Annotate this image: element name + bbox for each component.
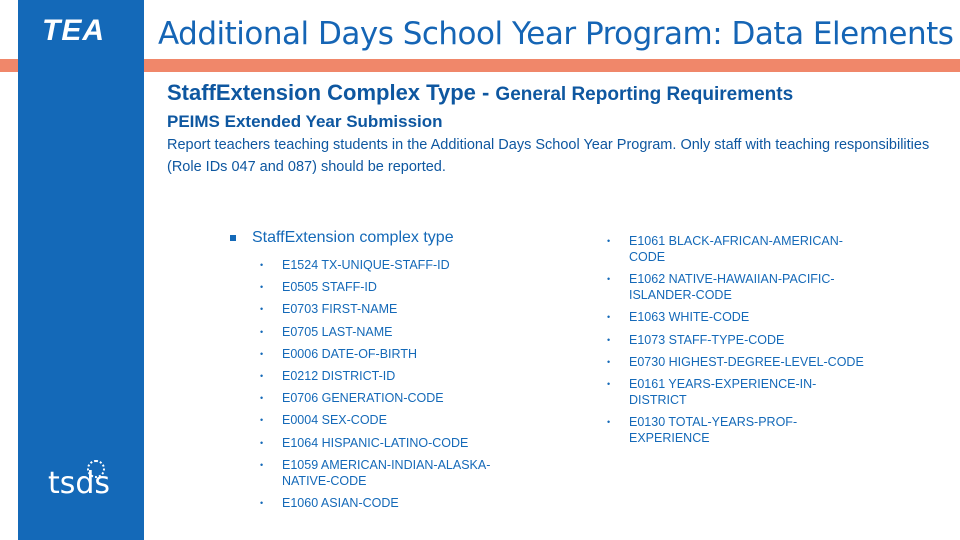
list-item: • E1061 BLACK-AFRICAN-AMERICAN-CODE xyxy=(607,233,867,265)
list-item: • E0130 TOTAL-YEARS-PROF-EXPERIENCE xyxy=(607,414,867,446)
list-item: • E0212 DISTRICT-ID xyxy=(260,368,510,384)
list-item: • E0006 DATE-OF-BIRTH xyxy=(260,346,510,362)
list-item: • E0705 LAST-NAME xyxy=(260,324,510,340)
list-item: • E0703 FIRST-NAME xyxy=(260,301,510,317)
list-item: • E0730 HIGHEST-DEGREE-LEVEL-CODE xyxy=(607,354,867,370)
tea-logo: TEA xyxy=(42,14,105,47)
page-title: Additional Days School Year Program: Data Elements xyxy=(158,16,954,52)
tsds-logo: tsds xyxy=(48,466,111,501)
list-item: • E0706 GENERATION-CODE xyxy=(260,390,510,406)
left-element-list xyxy=(260,257,510,517)
list-item: • E1059 AMERICAN-INDIAN-ALASKA-NATIVE-CODE xyxy=(260,457,510,489)
list-item: • E1062 NATIVE-HAWAIIAN-PACIFIC-ISLANDER-CODE xyxy=(607,271,867,303)
list-item: • E1060 ASIAN-CODE xyxy=(260,495,510,511)
description: Report teachers teaching students in the Additional Days School Year Program. Only staff with teaching responsibilities (Role IDs 047 and 087) should be reported. xyxy=(167,137,930,175)
subheading: PEIMS Extended Year Submission xyxy=(167,112,443,131)
side-panel xyxy=(18,0,144,540)
square-bullet-icon xyxy=(230,235,236,241)
list-item: • E0505 STAFF-ID xyxy=(260,279,510,295)
list-item: • E1524 TX-UNIQUE-STAFF-ID xyxy=(260,257,510,273)
section-label: StaffExtension complex type xyxy=(230,229,454,247)
list-item: • E0161 YEARS-EXPERIENCE-IN-DISTRICT xyxy=(607,376,867,408)
heading-main: StaffExtension Complex Type - xyxy=(167,80,496,105)
right-element-list xyxy=(607,233,867,452)
list-item: • E1063 WHITE-CODE xyxy=(607,309,867,325)
list-item: • E1064 HISPANIC-LATINO-CODE xyxy=(260,435,510,451)
heading-sub: General Reporting Requirements xyxy=(495,84,794,105)
accent-bar xyxy=(0,59,960,72)
section-heading xyxy=(167,80,793,106)
list-item: • E1073 STAFF-TYPE-CODE xyxy=(607,332,867,348)
list-item: • E0004 SEX-CODE xyxy=(260,412,510,428)
